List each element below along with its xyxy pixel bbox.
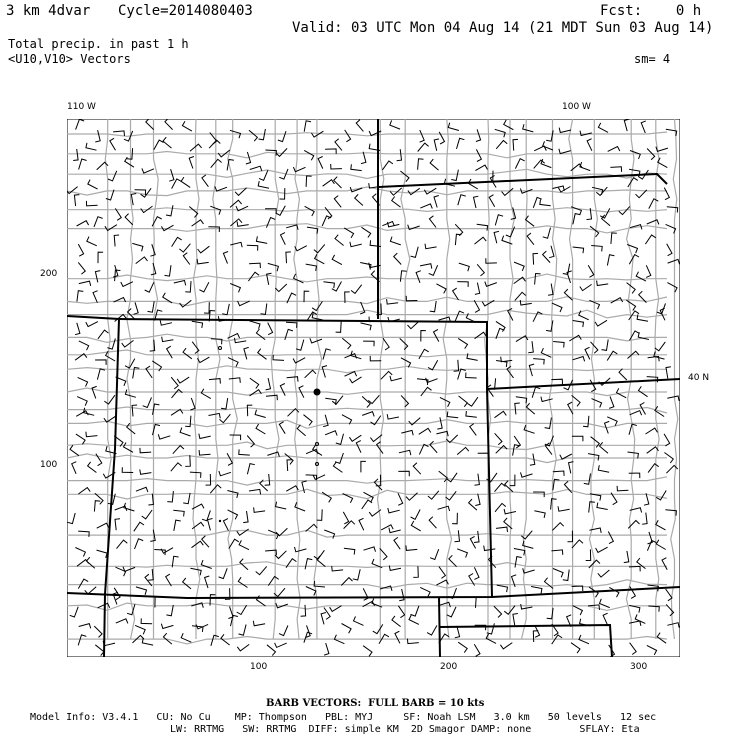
lon-label-100w: 100 W (562, 102, 591, 112)
precip-dot (314, 389, 321, 396)
field-vector-label: <U10,V10> Vectors (8, 52, 131, 66)
state-line-nm-east (439, 597, 440, 657)
lat-label-40n: 40 N (688, 373, 710, 383)
smoothing-label: sm= 4 (634, 52, 671, 66)
cycle-label: Cycle=2014080403 (118, 3, 253, 19)
x-tick-300: 300 (630, 662, 648, 672)
forecast-hour: Fcst: 0 h (600, 3, 702, 19)
model-info-line2: LW: RRTMG SW: RRTMG DIFF: simple KM 2D Smagor DAMP: none SFLAY: Eta (170, 724, 640, 735)
x-tick-100: 100 (250, 662, 268, 672)
wind-barb-map (67, 119, 680, 657)
field-precip-label: Total precip. in past 1 h (8, 37, 189, 51)
model-info-line1: Model Info: V3.4.1 CU: No Cu MP: Thompson PBL: MYJ SF: Noah LSM 3.0 km 50 levels 12 sec (30, 712, 657, 723)
precip-dot-small (219, 520, 221, 522)
valid-time: Valid: 03 UTC Mon 04 Aug 14 (21 MDT Sun 03 Aug 14) (292, 20, 714, 36)
y-tick-200: 200 (40, 269, 58, 279)
barb-legend: BARB VECTORS: FULL BARB = 10 kts (266, 698, 485, 709)
lon-label-110w: 110 W (67, 102, 96, 112)
model-title: 3 km 4dvar (6, 3, 91, 19)
y-tick-100: 100 (40, 460, 58, 470)
x-tick-200: 200 (440, 662, 458, 672)
map-frame (67, 119, 680, 657)
